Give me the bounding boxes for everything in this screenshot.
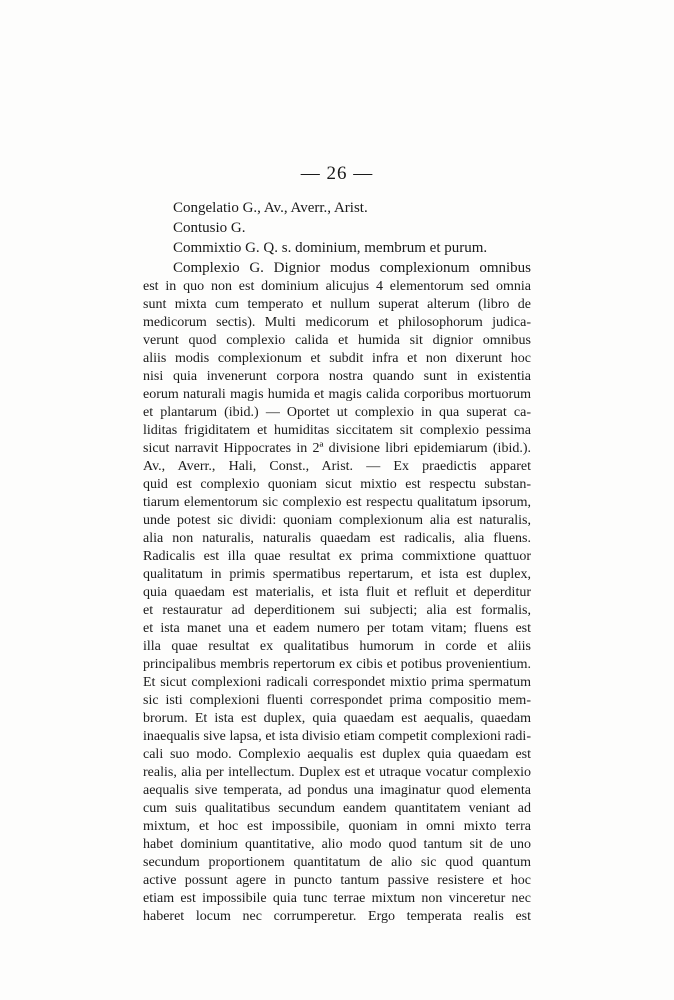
text-line: Commixtio G. Q. s. dominium, membrum et purum. xyxy=(173,240,488,256)
text-line: mixtum, et hoc est impossibile, quoniam in omni mixto terra xyxy=(143,819,531,834)
text-line: sunt mixta cum temperato et nullum superat alterum (libro de xyxy=(143,297,531,312)
text-line: aliis modis complexionum et subdit infra et non dixerunt hoc xyxy=(143,351,531,366)
text-line: haberet locum nec corrumperetur. Ergo temperata realis est xyxy=(143,909,531,924)
text-line: qualitatum in primis spermatibus repertarum, et ista est duplex, xyxy=(143,567,531,582)
text-line: sic isti complexioni fluenti correspondet prima compositio mem- xyxy=(143,693,531,708)
text-line: secundum proportionem quantitatum de alio sic quod quantum xyxy=(143,855,531,870)
text-line: aequalis sive temperata, ad pondus una imaginatur quod elementa xyxy=(143,783,531,798)
text-line: Et sicut complexioni radicali correspondet mixtio prima spermatum xyxy=(143,675,531,690)
text-line: alia non naturalis, naturalis quaedam est radicalis, alia fluens. xyxy=(143,531,531,546)
text-line: Contusio G. xyxy=(173,220,246,236)
text-line: brorum. Et ista est duplex, quia quaedam est aequalis, quaedam xyxy=(143,711,531,726)
text-line: etiam est impossibile quia tunc terrae mixtum non vinceretur nec xyxy=(143,891,531,906)
text-line: active possunt agere in puncto tantum passive resistere et hoc xyxy=(143,873,531,888)
text-line: Av., Averr., Hali, Const., Arist. — Ex praedictis apparet xyxy=(143,459,531,474)
text-line: Radicalis est illa quae resultat ex prima commixtione quattuor xyxy=(143,549,531,564)
text-line: inaequalis sive lapsa, et ista divisio etiam competit complexioni radi- xyxy=(143,729,531,744)
text-line: Congelatio G., Av., Averr., Arist. xyxy=(173,200,368,216)
text-line: et restauratur ad deperditionem sui subjecti; alia est formalis, xyxy=(143,603,531,618)
text-line: liditas frigiditatem et humiditas siccitatem sit complexio pessima xyxy=(143,423,531,438)
text-line: quia quaedam est materialis, et ista fluit et refluit et deperditur xyxy=(143,585,531,600)
text-line: sicut narravit Hippocrates in 2ª divisione libri epidemiarum (ibid.). xyxy=(143,441,531,456)
text-line: Complexio G. Dignior modus complexionum omnibus xyxy=(173,260,531,276)
text-line: principalibus membris repertorum ex cibis et potibus provenientium. xyxy=(143,657,531,672)
text-line: quid est complexio quoniam sicut mixtio est respectu substan- xyxy=(143,477,531,492)
body-text xyxy=(143,198,531,926)
text-line: nisi quia invenerunt corpora nostra quando sunt in existentia xyxy=(143,369,531,384)
page-number: — 26 — xyxy=(300,163,374,184)
text-line: unde potest sic dividi: quoniam complexionum alia est naturalis, xyxy=(143,513,531,528)
text-line: et plantarum (ibid.) — Oportet ut complexio in qua superat ca- xyxy=(143,405,531,420)
text-line: eorum naturali magis humida et magis calida corporibus mortuorum xyxy=(143,387,531,402)
text-line: tiarum elementorum sic complexio est respectu qualitatum ipsorum, xyxy=(143,495,531,510)
text-line: cum suis qualitatibus secundum eandem quantitatem veniant ad xyxy=(143,801,531,816)
text-line: medicorum sectis). Multi medicorum et philosophorum judica- xyxy=(143,315,531,330)
text-line: illa quae resultat ex qualitatibus humorum in corde et aliis xyxy=(143,639,531,654)
text-line: habet dominium quantitative, alio modo quod tantum sit de uno xyxy=(143,837,531,852)
text-line: cali suo modo. Complexio aequalis est duplex quia quaedam est xyxy=(143,747,531,762)
text-line: realis, alia per intellectum. Duplex est et utraque vocatur complexio xyxy=(143,765,531,780)
text-line: est in quo non est dominium alicujus 4 elementorum sed omnia xyxy=(143,279,531,294)
text-line: et ista manet una et eadem numero per totam vitam; fluens est xyxy=(143,621,531,636)
text-line: verunt quod complexio calida et humida sit dignior omnibus xyxy=(143,333,531,348)
